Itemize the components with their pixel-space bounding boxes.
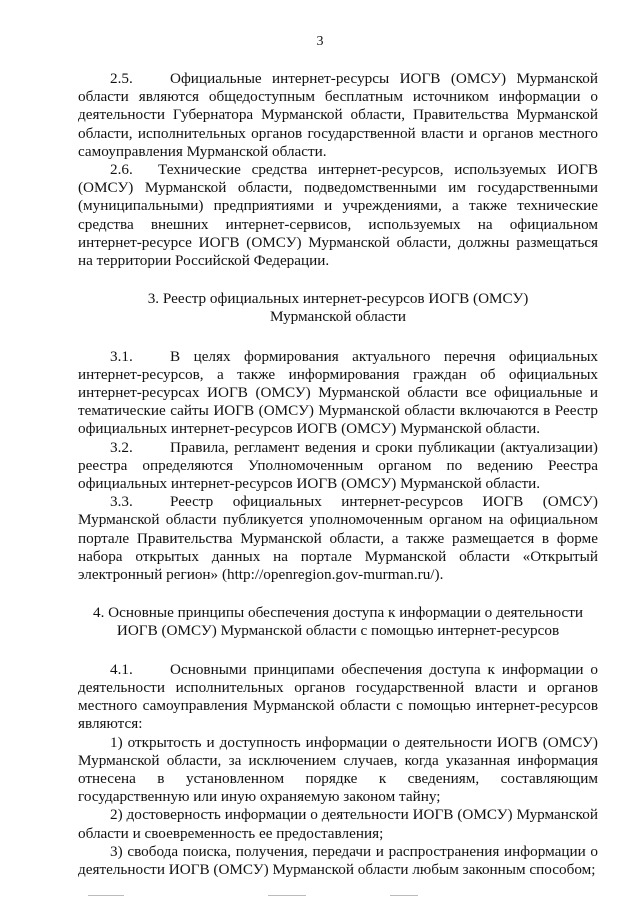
paragraph-3-3: [78, 493, 598, 584]
paragraph-number: 3.3.: [110, 493, 133, 511]
section-heading-line: 3. Реестр официальных интернет-ресурсов ИОГВ (ОМСУ): [147, 290, 529, 308]
paragraph-number: 4.1.: [110, 660, 133, 678]
paragraph-text: Официальные интернет-ресурсы ИОГВ (ОМСУ) Мурманской области являются общедоступным бесплатным источником информации о деятельности Губернатора Мурманской области, Правительства Мурманской области, исполнительных органов государственной власти и органов местного самоуправления Мурманской области.: [78, 70, 598, 160]
paragraph-2-6: [78, 161, 598, 270]
list-item-2: 2) достоверность информации о деятельности ИОГВ (ОМСУ) Мурманской области и своевременность ее предоставления;: [78, 806, 598, 842]
paragraph-2-5: [78, 70, 598, 161]
section-heading-line: Мурманской области: [269, 308, 407, 326]
paragraph-text: В целях формирования актуального перечня официальных интернет-ресурсов, а также информирования граждан об официальных интернет-ресурсах ИОГВ (ОМСУ) Мурманской области все официальные и тематические сайты ИОГВ (ОМСУ) Мурманской области включаются в Реестр официальных интернет-ресурсов ИОГВ (ОМСУ) Мурманской области.: [78, 347, 598, 438]
page-edge-mark: [88, 895, 124, 906]
paragraph-text: Реестр официальных интернет-ресурсов ИОГВ (ОМСУ) Мурманской области публикуется уполномоченным органом на официальном портале Правительства Мурманской области, а также размещается в форме набора открытых данных на портале Мурманской области «Открытый электронный регион» (http://openregion.gov-murman.ru/).: [78, 493, 598, 584]
paragraph-4-1: [78, 661, 598, 734]
paragraph-number: 2.5.: [110, 70, 133, 87]
page-edge-mark: [268, 895, 306, 906]
paragraph-number: 2.6.: [110, 161, 133, 179]
page-edge-mark: [390, 895, 418, 906]
section-heading-line: ИОГВ (ОМСУ) Мурманской области с помощью интернет-ресурсов: [116, 622, 560, 640]
page-number: 3: [316, 34, 324, 49]
section-heading-line: 4. Основные принципы обеспечения доступа к информации о деятельности: [92, 604, 584, 622]
paragraph-text: Правила, регламент ведения и сроки публикации (актуализации) реестра определяются Уполномоченным органом по ведению Реестра официальных интернет-ресурсов ИОГВ (ОМСУ) Мурманской области.: [78, 438, 598, 493]
paragraph-3-2: [78, 439, 598, 494]
paragraph-3-1: [78, 348, 598, 439]
section-3-heading: [78, 290, 598, 326]
document-body: [78, 70, 598, 879]
list-item-3: 3) свобода поиска, получения, передачи и распространения информации о деятельности ИОГВ (ОМСУ) Мурманской области любым законным способом;: [78, 842, 598, 878]
paragraph-text: Технические средства интернет-ресурсов, используемых ИОГВ (ОМСУ) Мурманской области, подведомственными им государственными (муниципальными) предприятиями и учреждениями, а также технические средства внешних интернет-сервисов, используемых на официальном интернет-ресурсе ИОГВ (ОМСУ) Мурманской области, должны размещаться на территории Российской Федерации.: [78, 161, 598, 270]
section-4-heading: [78, 604, 598, 640]
paragraph-text: Основными принципами обеспечения доступа к информации о деятельности исполнительных органов государственной власти и органов местного самоуправления Мурманской области с помощью интернет-ресурсов являются:: [78, 660, 598, 733]
paragraph-number: 3.1.: [110, 347, 133, 365]
list-item-1: 1) открытость и доступность информации о деятельности ИОГВ (ОМСУ) Мурманской области, за исключением случаев, когда указанная информация отнесена в установленном порядке к сведениям, составляющим государственную или иную охраняемую законом тайну;: [78, 733, 598, 806]
paragraph-number: 3.2.: [110, 438, 133, 456]
